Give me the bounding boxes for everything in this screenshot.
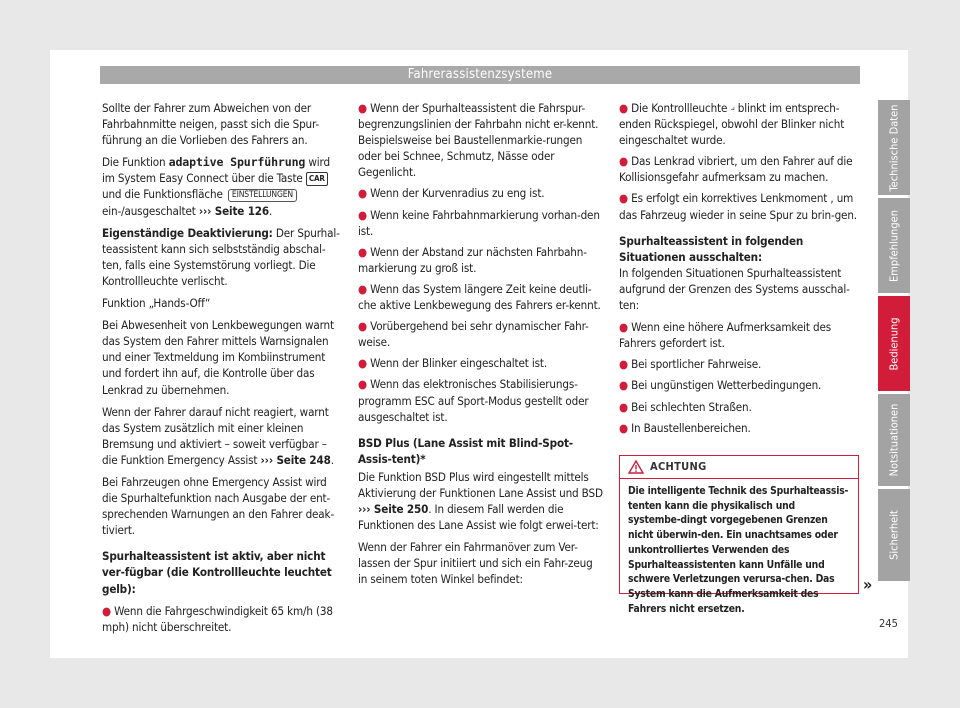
bullet-icon: ● [619, 420, 628, 435]
page-reference[interactable]: ››› Seite 248 [260, 452, 331, 467]
paragraph: Bei Fahrzeugen ohne Emergency Assist wird die Spurhaltefunktion nach Ausgabe der ent-sprechenden Warnungen an den Fahrer deak-tiviert. [102, 474, 335, 538]
list-item: ● Wenn der Abstand zur nächsten Fahrbahn-markierung zu groß ist. [358, 244, 587, 275]
list-item: ● Wenn eine höhere Aufmerksamkeit des Fahrers gefordert ist. [619, 320, 832, 351]
bullet-icon: ● [619, 378, 628, 393]
list-item: ● Wenn das System längere Zeit keine deutli-che aktive Lenkbewegung des Fahrers er-kennt. [358, 281, 601, 313]
subheading: Funktion „Hands-Off“ [102, 296, 211, 311]
bullet-icon: ● [358, 244, 367, 259]
list-item: ● Bei ungünstigen Wetterbedingungen. [619, 378, 822, 393]
warning-triangle-icon [628, 460, 644, 474]
list-item: ● Wenn der Blinker eingeschaltet ist. [358, 356, 547, 371]
list-item: ● In Baustellenbereichen. [619, 420, 751, 435]
subheading: BSD Plus (Lane Assist mit Blind-Spot-Assis-tent)* [358, 435, 573, 466]
warning-light-icon: ⟓ [730, 103, 735, 113]
list-item: ● Wenn das elektronisches Stabilisierungs-programm ESC auf Sport-Modus gestellt oder ausgeschaltet ist. [358, 377, 589, 424]
subheading: Spurhalteassistent ist aktiv, aber nicht ver-fügbar (die Kontrollleuchte leuchtet gelb): [102, 549, 332, 596]
warning-text: Die intelligente Technik des Spurhalteassis-tenten kann die physikalisch und systembe-dingt vorgegebenen Grenzen nicht überwin-den. Ein unachtsames oder unkontrolliertes Verwenden des Spurhalteassistenten kann Unfälle und schwere Verletzungen verursa-chen. Das System kann die Aufmerksamkeit des Fahrers nicht ersetzen. [628, 485, 849, 615]
list-item: ● Bei schlechten Straßen. [619, 399, 752, 414]
list-item: ● Wenn die Fahrgeschwindigkeit 65 km/h (38 mph) nicht überschreitet. [102, 603, 333, 634]
bullet-icon: ● [358, 186, 367, 201]
list-item: ● Vorübergehend bei sehr dynamischer Fahr-weise. [358, 319, 589, 350]
page-reference[interactable]: ››› Seite 250 [358, 502, 429, 517]
bullet-icon: ● [358, 101, 367, 115]
paragraph: Wenn der Fahrer ein Fahrmanöver zum Ver-lassen der Spur initiiert und sich ein Fahr-zeug in seinem toten Winkel befindet: [358, 540, 593, 587]
settings-key: EINSTELLUNGEN [228, 189, 297, 202]
bullet-icon: ● [358, 356, 367, 371]
bullet-icon: ● [619, 320, 628, 335]
function-name: adaptive Spurführung [168, 155, 306, 170]
subheading: Spurhalteassistent in folgenden Situationen ausschalten: [619, 233, 804, 264]
page-number: 245 [879, 617, 898, 630]
list-item: ● Wenn der Spurhalteassistent die Fahrspur-begrenzungslinien der Fahrbahn nicht er-kennt. Beispielsweise bei Baustellenmarkie-rungen oder bei Schnee, Schmutz, Nässe oder Gegenlicht. [358, 101, 599, 180]
list-item: ● Bei sportlicher Fahrweise. [619, 357, 762, 372]
paragraph: Eigenständige Deaktivierung: Der Spurhal-teassistent kann sich selbstständig abschal-ten, falls eine Systemstörung vorliegt. Die Kontrollleuchte verlischt. [102, 225, 340, 288]
bullet-icon: ● [619, 357, 628, 372]
continue-arrow-icon: » [863, 575, 873, 594]
tab-empfehlungen[interactable]: Empfehlungen [878, 198, 910, 293]
column-2 [358, 100, 603, 594]
car-key-icon: CAR [306, 172, 328, 186]
list-item: ● Das Lenkrad vibriert, um den Fahrer auf die Kollisionsgefahr aufmerksam zu machen. [619, 154, 853, 185]
bullet-icon: ● [358, 281, 367, 296]
bullet-icon: ● [358, 207, 367, 222]
paragraph: Wenn der Fahrer darauf nicht reagiert, warnt das System zusätzlich mit einer kleinen Bremsung und aktiviert – soweit verfügbar – die Funktion Emergency Assist ››› Seite 248. [102, 404, 334, 467]
list-item: ● Wenn keine Fahrbahnmarkierung vorhan-den ist. [358, 207, 600, 238]
tab-notsituationen[interactable]: Notsituationen [878, 394, 910, 486]
bullet-icon: ● [619, 399, 628, 414]
warning-box [619, 455, 859, 615]
paragraph: In folgenden Situationen Spurhalteassistent aufgrund der Grenzen des Systems ausschal-ten: [619, 265, 850, 313]
page-reference[interactable]: ››› Seite 126 [198, 203, 270, 218]
warning-header [620, 456, 858, 479]
bullet-icon: ● [358, 377, 367, 392]
tab-technische-daten[interactable]: Technische Daten [878, 100, 910, 195]
bullet-icon: ● [358, 319, 367, 334]
section-header: Fahrerassistenzsysteme [100, 66, 860, 84]
warning-title: ACHTUNG [650, 460, 707, 473]
bullet-icon: ● [619, 101, 628, 115]
paragraph: Sollte der Fahrer zum Abweichen von der Fahrbahnmitte neigen, passt sich die Spur-führung an die Vorlieben des Fahrers an. [102, 101, 320, 148]
tab-sicherheit[interactable]: Sicherheit [878, 489, 910, 581]
paragraph: Die Funktion adaptive Spurführung wird im System Easy Connect über die Taste CAR und die Funktionsfläche EINSTELLUNGEN ein-/ausgeschaltet ››› Seite 126. [102, 155, 330, 218]
bullet-icon: ● [619, 191, 628, 206]
list-item: ● Die Kontrollleuchte ⟓ blinkt im entsprech-enden Rückspiegel, obwohl der Blinker nicht eingeschaltet wurde. [619, 101, 845, 148]
column-3 [619, 100, 861, 441]
paragraph: Bei Abwesenheit von Lenkbewegungen warnt das System den Fahrer mittels Warnsignalen und einer Textmeldung im Kombiinstrument und fordert ihn auf, die Kontrolle über das Lenkrad zu übernehmen. [102, 318, 334, 397]
list-item: ● Wenn der Kurvenradius zu eng ist. [358, 186, 545, 201]
paragraph: Die Funktion BSD Plus wird eingestellt mittels Aktivierung der Funktionen Lane Assist und BSD ››› Seite 250. In diesem Fall werden die Funktionen des Lane Assist wie folgt erwei-tert: [358, 469, 603, 533]
bullet-icon: ● [102, 603, 111, 618]
bullet-icon: ● [619, 154, 628, 169]
column-1 [102, 100, 344, 640]
tab-bedienung[interactable]: Bedienung [878, 296, 910, 391]
list-item: ● Es erfolgt ein korrektives Lenkmoment , um das Fahrzeug wieder in seine Spur zu brin-gen. [619, 191, 857, 222]
